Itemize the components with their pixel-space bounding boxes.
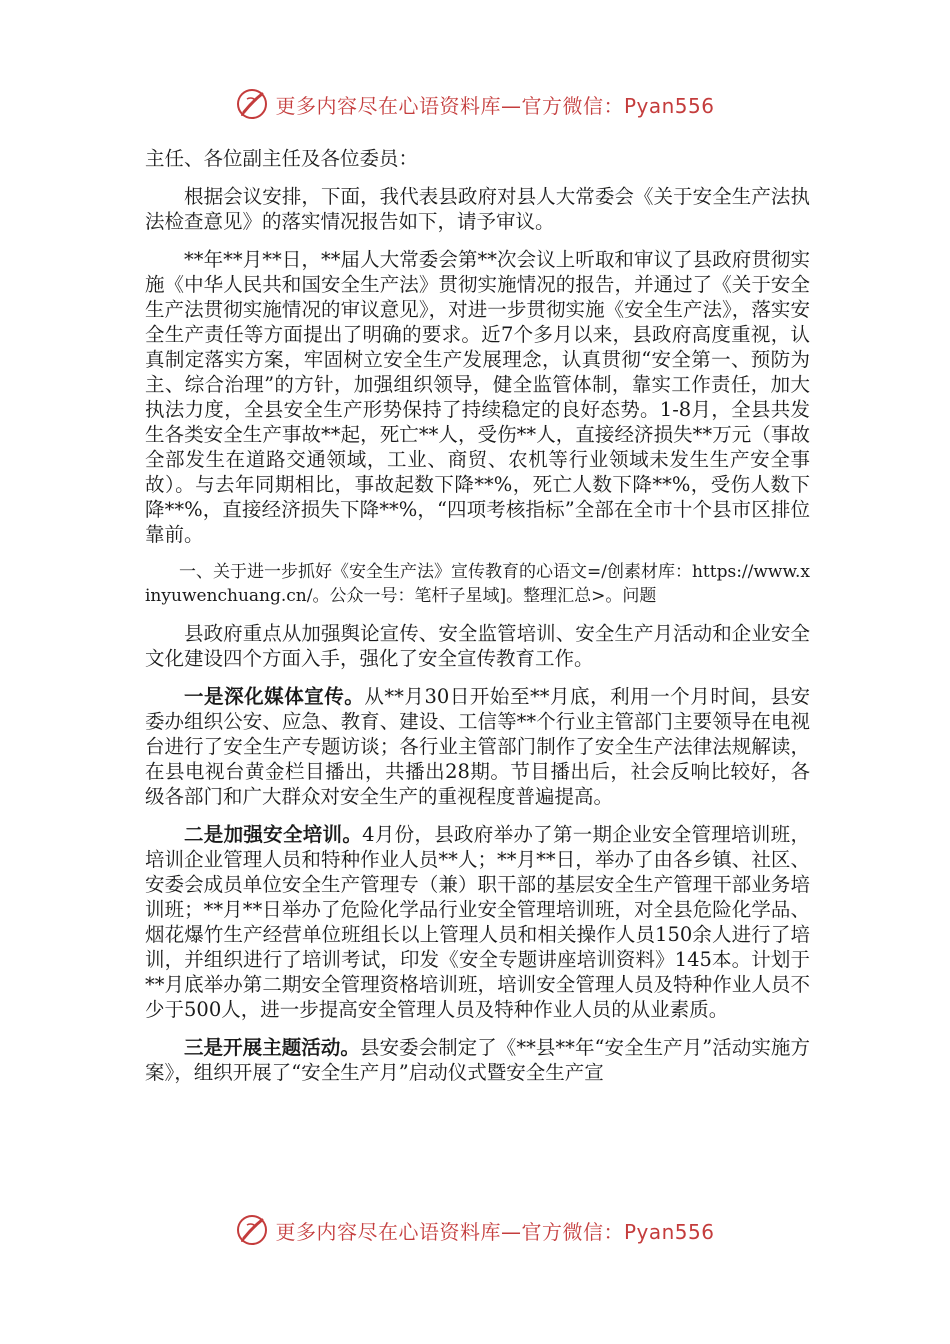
- pen-scroll-logo-icon: [235, 87, 269, 121]
- item-3-body: 县安委会制定了《**县**年“安全生产月”活动实施方案》，组织开展了“安全生产月”启动仪式暨安全生产宣: [145, 1036, 810, 1084]
- section-1-intro: 县政府重点从加强舆论宣传、安全监管培训、安全生产月活动和企业安全文化建设四个方面入手，强化了安全宣传教育工作。: [145, 622, 810, 670]
- item-2-paragraph: [145, 822, 810, 1022]
- banner-text: 更多内容尽在心语资料库—官方微信：Pyan556: [275, 1219, 715, 1244]
- item-2-body: 4月份，县政府举办了第一期企业安全管理培训班，培训企业管理人员和特种作业人员**人；**月**日，举办了由各乡镇、社区、安委会成员单位安全生产管理专（兼）职干部的基层安全生产管理干部业务培训班；**月**日举办了危险化学品行业安全管理培训班，对全县危险化学品、烟花爆竹生产经营单位班组长以上管理人员和相关操作人员150余人进行了培训，并组织进行了培训考试，印发《安全专题讲座培训资料》145本。计划于**月底举办第二期安全管理资格培训班，培训安全管理人员及特种作业人员不少于500人，进一步提高安全管理人员及特种作业人员的从业素质。: [145, 823, 810, 1021]
- background-paragraph: **年**月**日，**届人大常委会第**次会议上听取和审议了县政府贯彻实施《中华人民共和国安全生产法》贯彻实施情况的报告，并通过了《关于安全生产法贯彻实施情况的审议意见》，对进一步贯彻实施《安全生产法》，落实安全生产责任等方面提出了明确的要求。近7个多月以来，县政府高度重视，认真制定落实方案，牢固树立安全生产发展理念，认真贯彻“安全第一、预防为主、综合治理”的方针，加强组织领导，健全监管体制，靠实工作责任，加大执法力度，全县安全生产形势保持了持续稳定的良好态势。1-8月，全县共发生各类安全生产事故**起，死亡**人，受伤**人，直接经济损失**万元（事故全部发生在道路交通领域，工业、商贸、农机等行业领域未发生生产安全事故）。与去年同期相比，事故起数下降**%，死亡人数下降**%，受伤人数下降**%，直接经济损失下降**%，“四项考核指标”全部在全市十个县市区排位靠前。: [145, 248, 810, 546]
- item-1-body: 从**月30日开始至**月底，利用一个月时间，县安委办组织公安、应急、教育、建设、工信等**个行业主管部门主要领导在电视台进行了安全生产专题访谈；各行业主管部门制作了安全生产法律法规解读，在县电视台黄金栏目播出，共播出28期。节目播出后，社会反响比较好，各级各部门和广大群众对安全生产的重视程度普遍提高。: [145, 685, 810, 808]
- item-1-paragraph: [145, 684, 810, 809]
- salutation: 主任、各位副主任及各位委员：: [145, 147, 419, 170]
- pen-scroll-logo-icon: [235, 1213, 269, 1247]
- item-1-lead: 一是深化媒体宣传。: [184, 685, 365, 708]
- section-1-heading: 一、关于进一步抓好《安全生产法》宣传教育的心语文=/创素材库：https://www.xinyuwenchuang.cn/。公众一号：笔杆子星域]。整理汇总>。问题: [145, 562, 810, 606]
- document-body: [145, 146, 810, 1098]
- bottom-banner: [0, 1210, 950, 1250]
- intro-paragraph: 根据会议安排，下面，我代表县政府对县人大常委会《关于安全生产法执法检查意见》的落实情况报告如下，请予审议。: [145, 185, 810, 233]
- banner-text: 更多内容尽在心语资料库—官方微信：Pyan556: [275, 93, 715, 118]
- item-2-lead: 二是加强安全培训。: [184, 823, 363, 846]
- top-banner: [0, 84, 950, 124]
- item-3-paragraph: [145, 1035, 810, 1085]
- item-3-lead: 三是开展主题活动。: [184, 1036, 360, 1059]
